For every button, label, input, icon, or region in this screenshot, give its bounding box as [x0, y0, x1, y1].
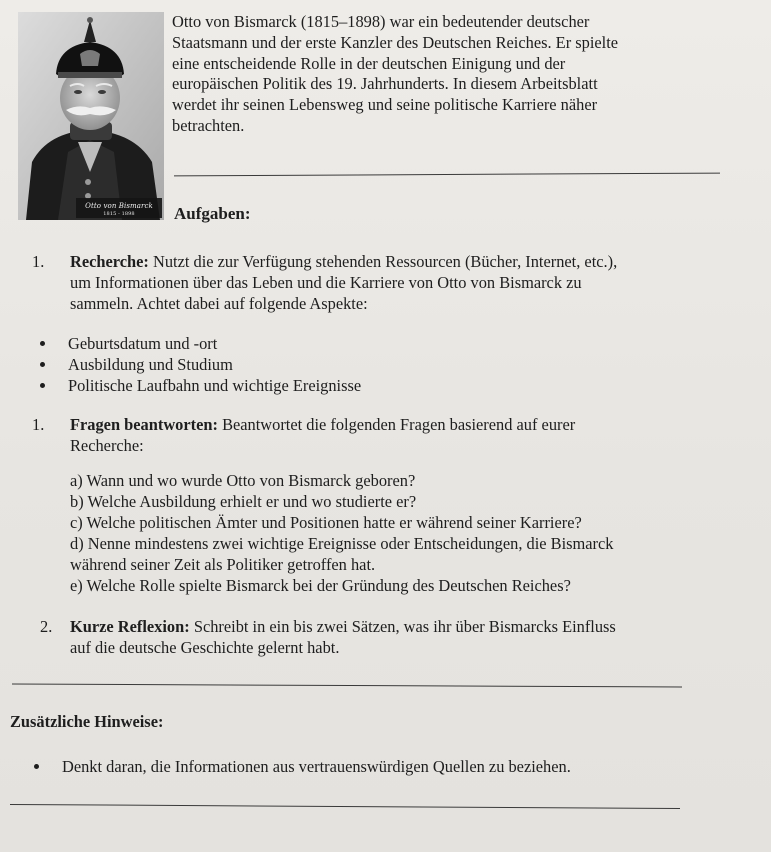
question-list — [70, 470, 710, 596]
task-reflection-line: Schreibt in ein bis zwei Sätzen, was ihr über Bismarcks Einfluss — [193, 617, 616, 636]
list-item: Politische Laufbahn und wichtige Ereignisse — [40, 375, 640, 396]
task-questions-line: Recherche: — [70, 436, 144, 455]
task-research-line: sammeln. Achtet dabei auf folgende Aspekte: — [70, 294, 368, 313]
divider-line — [12, 684, 682, 688]
task-research-line: um Informationen über das Leben und die Karriere von Otto von Bismarck zu — [70, 273, 582, 292]
task-research-line: Nutzt die zur Verfügung stehenden Ressourcen (Bücher, Internet, etc.), — [153, 252, 618, 271]
intro-line: werdet ihr seinen Lebensweg und seine politische Karriere näher — [172, 95, 598, 115]
divider-line — [174, 173, 720, 177]
task-questions-title: Fragen beantworten: — [70, 415, 218, 434]
bismarck-portrait — [18, 12, 164, 220]
task-reflection-text — [70, 616, 730, 658]
divider-line — [10, 804, 680, 809]
task-questions-line: Beantwortet die folgenden Fragen basierend auf eurer — [222, 415, 576, 434]
list-item: e) Welche Rolle spielte Bismarck bei der Gründung des Deutschen Reiches? — [70, 576, 571, 595]
list-item: Denkt daran, die Informationen aus vertrauenswürdigen Quellen zu beziehen. — [34, 756, 734, 777]
portrait-drawing — [18, 12, 164, 220]
portrait-caption-years: 1815 - 1898 — [103, 211, 135, 217]
task-research-text — [70, 251, 730, 314]
intro-paragraph — [172, 12, 702, 137]
aspect-list — [40, 333, 640, 396]
task-reflection-title: Kurze Reflexion: — [70, 617, 190, 636]
task-questions-text — [70, 414, 730, 456]
portrait-caption-name: Otto von Bismarck — [85, 202, 153, 210]
tasks-heading: Aufgaben: — [174, 204, 251, 223]
task-number: 2. — [40, 617, 53, 636]
portrait-caption — [78, 202, 160, 217]
list-item: d) Nenne mindestens zwei wichtige Ereignisse oder Entscheidungen, die Bismarck — [70, 534, 614, 553]
list-item: während seiner Zeit als Politiker getroffen hat. — [70, 555, 376, 574]
intro-line: eine entscheidende Rolle in der deutschen Einigung und der — [172, 53, 566, 73]
intro-line: europäischen Politik des 19. Jahrhunderts. In diesem Arbeitsblatt — [172, 74, 598, 94]
task-reflection-line: auf die deutsche Geschichte gelernt habt. — [70, 638, 340, 657]
list-item: b) Welche Ausbildung erhielt er und wo studierte er? — [70, 492, 417, 511]
hint-list — [34, 756, 734, 777]
list-item: Ausbildung und Studium — [40, 354, 640, 375]
intro-line: betrachten. — [172, 115, 245, 135]
intro-line: Otto von Bismarck (1815–1898) war ein bedeutender deutscher — [172, 12, 590, 31]
task-number: 1. — [32, 415, 45, 434]
list-item: a) Wann und wo wurde Otto von Bismarck geboren? — [70, 471, 416, 490]
task-number: 1. — [32, 252, 45, 271]
hints-heading: Zusätzliche Hinweise: — [10, 712, 164, 731]
task-research-title: Recherche: — [70, 252, 149, 271]
list-item: Geburtsdatum und -ort — [40, 333, 640, 354]
list-item: c) Welche politischen Ämter und Positionen hatte er während seiner Karriere? — [70, 513, 582, 532]
intro-line: Staatsmann und der erste Kanzler des Deutschen Reiches. Er spielte — [172, 32, 619, 52]
